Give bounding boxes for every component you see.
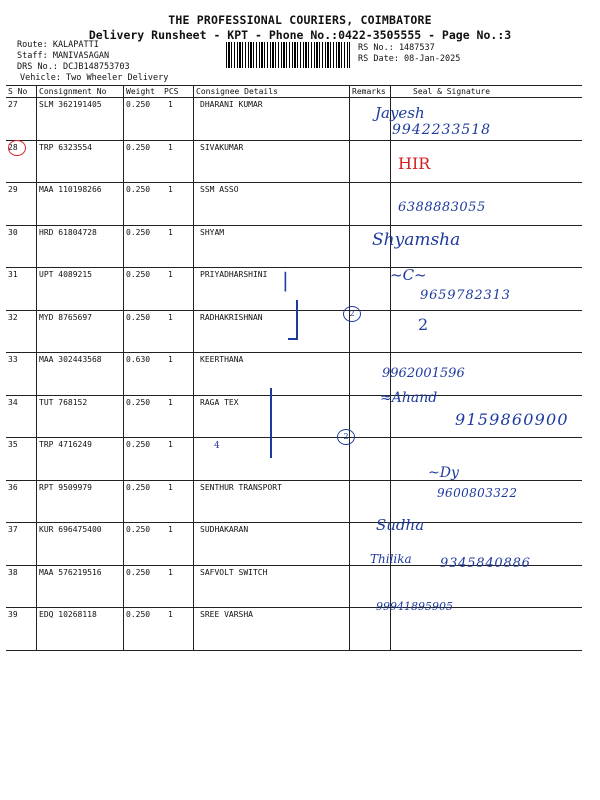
drs-label: DRS No.: DCJB148753703 xyxy=(17,62,130,72)
table-row xyxy=(6,225,582,268)
signature-37: Sudha xyxy=(376,516,425,534)
col-consignee: Consignee Details xyxy=(194,86,350,98)
cell-consignee: SREE VARSHA xyxy=(194,608,350,651)
cell-sno: 27 xyxy=(6,98,37,141)
signature-34-scribble: ≈Ahand xyxy=(380,390,438,406)
cell-consignment: MAA 576219516 xyxy=(37,565,124,608)
cell-consignee: SSM ASSO xyxy=(194,183,350,226)
cell-consignment: TUT 768152 xyxy=(37,395,124,438)
company-title: THE PROFESSIONAL COURIERS, COIMBATORE xyxy=(168,13,432,27)
table-row xyxy=(6,353,582,396)
cell-pcs: 1 xyxy=(162,565,194,608)
cell-pcs: 1 xyxy=(162,183,194,226)
phone-31: 9659782313 xyxy=(420,288,511,303)
cell-pcs: 1 xyxy=(162,268,194,311)
signature-31-scribble: ~C~ xyxy=(390,266,427,284)
cell-weight: 0.250 xyxy=(124,98,163,141)
col-remarks: Remarks xyxy=(350,86,391,98)
cell-sno: 31 xyxy=(6,268,37,311)
cell-remarks xyxy=(350,608,391,651)
col-weight: Weight xyxy=(124,86,163,98)
cell-consignment: UPT 4089215 xyxy=(37,268,124,311)
cell-consignee: KEERTHANA xyxy=(194,353,350,396)
cell-consignee: RADHAKRISHNAN xyxy=(194,310,350,353)
tick-31: | xyxy=(282,268,289,292)
cell-consignment: TRP 6323554 xyxy=(37,140,124,183)
rs-date: RS Date: 08-Jan-2025 xyxy=(358,54,461,64)
cell-sno: 39 xyxy=(6,608,37,651)
cell-pcs: 1 xyxy=(162,353,194,396)
remark-35: 2 xyxy=(337,429,355,445)
cell-sno: 28 xyxy=(6,140,37,183)
col-pcs: PCS xyxy=(162,86,194,98)
cell-weight: 0.250 xyxy=(124,310,163,353)
phone-38: 9345840886 xyxy=(440,556,531,571)
col-consignment: Consignment No xyxy=(37,86,124,98)
cell-pcs: 1 xyxy=(162,140,194,183)
cell-consignee: PRIYADHARSHINI xyxy=(194,268,350,311)
cell-consignment: MAA 110198266 xyxy=(37,183,124,226)
cell-weight: 0.250 xyxy=(124,523,163,566)
signature-27: Jayesh xyxy=(375,104,425,122)
cell-consignment: KUR 696475400 xyxy=(37,523,124,566)
cell-consignment: MYD 8765697 xyxy=(37,310,124,353)
table-row xyxy=(6,565,582,608)
cell-sno: 29 xyxy=(6,183,37,226)
cell-weight: 0.250 xyxy=(124,395,163,438)
cell-consignee: SUDHAKARAN xyxy=(194,523,350,566)
cell-remarks xyxy=(350,438,391,481)
cell-pcs: 1 xyxy=(162,608,194,651)
remark-32: 2 xyxy=(343,306,361,322)
runsheet-subtitle: Delivery Runsheet - KPT - Phone No.:0422-3505555 - Page No.:3 xyxy=(88,28,512,42)
cell-consignment: HRD 61804728 xyxy=(37,225,124,268)
cell-weight: 0.250 xyxy=(124,183,163,226)
cell-weight: 0.630 xyxy=(124,353,163,396)
table-row xyxy=(6,98,582,141)
cell-consignment: SLM 362191405 xyxy=(37,98,124,141)
col-signature: Seal & Signature xyxy=(391,86,583,98)
row-28-circle-mark xyxy=(8,140,26,156)
cell-signature xyxy=(391,608,583,651)
staff-label: Staff: MANIVASAGAN xyxy=(17,51,110,61)
vehicle-label: Vehicle: Two Wheeler Delivery xyxy=(20,73,169,83)
cell-pcs: 1 xyxy=(162,225,194,268)
phone-33: 9962001596 xyxy=(382,366,465,381)
cell-consignee: SENTHUR TRANSPORT xyxy=(194,480,350,523)
cell-weight: 0.250 xyxy=(124,225,163,268)
cell-consignment: TRP 4716249 xyxy=(37,438,124,481)
cell-pcs: 1 xyxy=(162,480,194,523)
table-row xyxy=(6,608,582,651)
table-row xyxy=(6,140,582,183)
cell-consignee: SHYAM xyxy=(194,225,350,268)
cell-remarks xyxy=(350,140,391,183)
route-label: Route: KALAPATTI xyxy=(17,40,99,50)
cell-weight: 0.250 xyxy=(124,480,163,523)
signature-32: 2 xyxy=(418,315,429,334)
cell-sno: 36 xyxy=(6,480,37,523)
cell-sno: 34 xyxy=(6,395,37,438)
phone-27: 9942233518 xyxy=(392,122,492,138)
table-row xyxy=(6,183,582,226)
bracket-32 xyxy=(288,300,298,340)
cell-pcs: 1 xyxy=(162,523,194,566)
cell-remarks xyxy=(350,268,391,311)
cell-consignment: RPT 9509979 xyxy=(37,480,124,523)
rs-number: RS No.: 1487537 xyxy=(358,43,435,53)
col-sno: S No xyxy=(6,86,37,98)
signature-36-scribble: ~Dy xyxy=(428,465,459,481)
phone-39: 99941895905 xyxy=(376,600,453,613)
cell-consignee: SIVAKUMAR xyxy=(194,140,350,183)
cell-sno: 38 xyxy=(6,565,37,608)
cell-sno: 30 xyxy=(6,225,37,268)
cell-pcs: 1 xyxy=(162,395,194,438)
cell-weight: 0.250 xyxy=(124,268,163,311)
cell-sno: 32 xyxy=(6,310,37,353)
cell-weight: 0.250 xyxy=(124,608,163,651)
cell-consignee: DHARANI KUMAR xyxy=(194,98,350,141)
cell-weight: 0.250 xyxy=(124,565,163,608)
cell-pcs: 1 xyxy=(162,438,194,481)
phone-29: 6388883055 xyxy=(398,200,486,215)
cell-weight: 0.250 xyxy=(124,438,163,481)
phone-34: 9159860900 xyxy=(455,410,569,429)
mark-35: 4 xyxy=(214,441,220,451)
cell-remarks xyxy=(350,183,391,226)
signature-30: Shyamsha xyxy=(372,230,461,250)
cell-sno: 37 xyxy=(6,523,37,566)
mark-28: HIR xyxy=(398,154,431,173)
cell-sno: 33 xyxy=(6,353,37,396)
cell-signature xyxy=(391,438,583,481)
line-34-35 xyxy=(270,388,276,458)
cell-weight: 0.250 xyxy=(124,140,163,183)
table-row xyxy=(6,438,582,481)
cell-pcs: 1 xyxy=(162,310,194,353)
table-header-row xyxy=(6,86,582,98)
signature-38: Thilika xyxy=(370,552,412,566)
cell-consignment: EDQ 10268118 xyxy=(37,608,124,651)
cell-consignee: RAGA TEX xyxy=(194,395,350,438)
cell-consignment: MAA 302443568 xyxy=(37,353,124,396)
phone-36: 9600803322 xyxy=(437,486,518,500)
cell-pcs: 1 xyxy=(162,98,194,141)
cell-consignee: SAFVOLT SWITCH xyxy=(194,565,350,608)
cell-sno: 35 xyxy=(6,438,37,481)
barcode xyxy=(226,42,350,68)
